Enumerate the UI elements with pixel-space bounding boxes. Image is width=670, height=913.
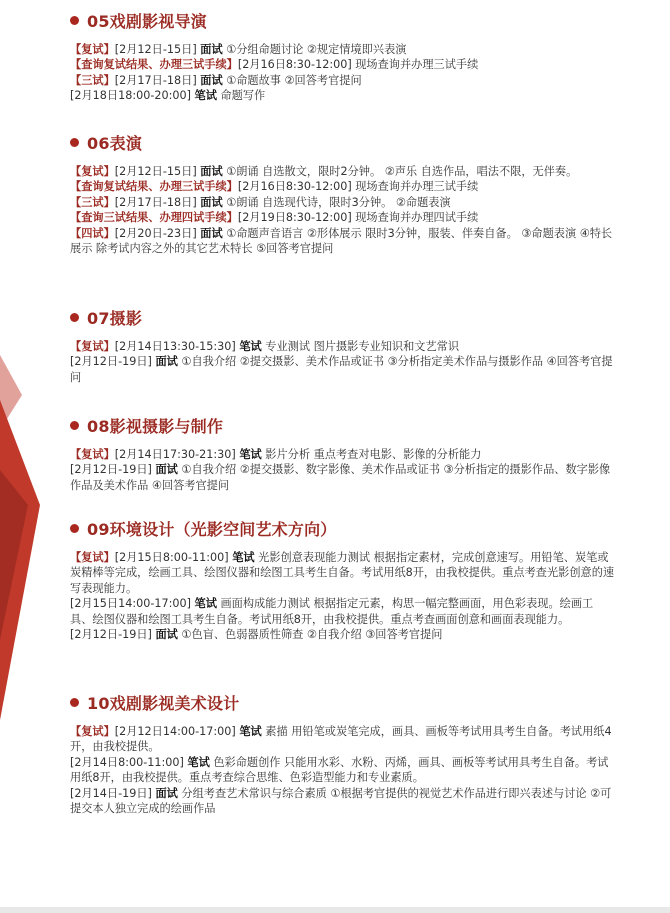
schedule-line — [70, 786, 615, 817]
schedule-line — [70, 339, 615, 354]
exam-type: 面试 — [200, 165, 223, 178]
bullet-dot-icon — [70, 698, 79, 707]
section-1 — [70, 130, 615, 256]
schedule-line — [70, 550, 615, 596]
stage-label: 【三试】 — [70, 73, 115, 87]
detail-text: [2月12日14:00-17:00] — [114, 725, 240, 738]
detail-text: ①朗诵 自选现代诗，限时3分钟。 ②命题表演 — [222, 195, 451, 209]
detail-text: [2月18日18:00-20:00] — [70, 89, 195, 103]
section-4 — [70, 516, 615, 642]
stage-label: 【三试】 — [70, 195, 115, 209]
section-title: 09环境设计（光影空间艺术方向） — [87, 519, 337, 539]
exam-type: 面试 — [200, 226, 223, 240]
detail-text: ①命题故事 ②回答考官提问 — [222, 73, 362, 87]
detail-text: 影片分析 重点考查对电影、影像的分析能力 — [261, 448, 482, 461]
stage-label: 【四试】 — [70, 226, 115, 240]
decorative-side-shape — [0, 0, 60, 913]
detail-text: ①自我介绍 ②提交摄影、数字影像、美术作品或证书 ③分析指定的摄影作品、数字影像作品及美术作品 ④回答考官提问 — [70, 463, 611, 492]
exam-type: 面试 — [200, 73, 223, 87]
schedule-line — [70, 462, 615, 493]
section-heading — [70, 130, 615, 154]
schedule-line — [70, 195, 615, 210]
detail-text: [2月14日17:30-21:30] — [114, 448, 240, 461]
section-title: 10戏剧影视美术设计 — [87, 693, 240, 713]
exam-type: 笔试 — [194, 89, 217, 103]
stage-label: 【复试】 — [70, 725, 115, 738]
detail-text: ①分组命题讨论 ②规定情境即兴表演 — [222, 43, 407, 56]
detail-text: 画面构成能力测试 根据指定元素，构思一幅完整画面，用色彩表现。绘画工具、绘图仪器和绘图工具考生自备。考试用纸8开，由我校提供。重点考查画面创意和画面表现能力。 — [70, 597, 594, 626]
schedule-line — [70, 42, 615, 57]
detail-text: ①色盲、色弱器质性筛查 ②自我介绍 ③回答考官提问 — [177, 628, 443, 642]
bullet-dot-icon — [70, 313, 79, 322]
bullet-dot-icon — [70, 524, 79, 533]
schedule-line — [70, 164, 615, 179]
stage-label: 【复试】 — [70, 165, 115, 178]
detail-text: [2月20日-23日] — [114, 226, 201, 240]
detail-text: 命题写作 — [216, 89, 266, 103]
detail-text: ①命题声音语言 ②形体展示 限时3分钟，服装、伴奏自备。 ③命题表演 ④特长展示 除考试内容之外的其它艺术特长 ⑤回答考官提问 — [70, 226, 613, 256]
detail-text: [2月17日-18日] — [114, 73, 201, 87]
schedule-line — [70, 755, 615, 786]
detail-text: 分组考查艺术常识与综合素质 ①根据考官提供的视觉艺术作品进行即兴表述与讨论 ②可提交本人独立完成的绘画作品 — [70, 786, 612, 816]
section-heading — [70, 413, 615, 437]
detail-text: [2月16日8:30-12:00] 现场查询并办理三试手续 — [237, 58, 479, 72]
detail-text: [2月15日14:00-17:00] — [70, 597, 195, 611]
exam-type: 面试 — [200, 195, 223, 209]
exam-type: 笔试 — [239, 725, 262, 738]
detail-text: ①自我介绍 ②提交摄影、美术作品或证书 ③分析指定美术作品与摄影作品 ④回答考官提问 — [70, 355, 613, 384]
section-title: 08影视摄影与制作 — [87, 416, 224, 436]
detail-text: [2月12日-15日] — [114, 165, 201, 178]
bullet-dot-icon — [70, 421, 79, 430]
bullet-dot-icon — [70, 138, 79, 147]
section-heading — [70, 690, 615, 714]
stage-label: 【复试】 — [70, 448, 115, 461]
schedule-line — [70, 57, 615, 72]
schedule-line — [70, 354, 615, 385]
section-heading — [70, 305, 615, 329]
detail-text: [2月16日8:30-12:00] 现场查询并办理三试手续 — [237, 180, 479, 194]
schedule-line — [70, 447, 615, 462]
section-5 — [70, 690, 615, 816]
schedule-line — [70, 596, 615, 627]
section-0 — [70, 8, 615, 104]
detail-text: [2月12日-19日] — [70, 628, 156, 642]
schedule-line — [70, 179, 615, 194]
exam-type: 笔试 — [232, 551, 255, 564]
detail-text: [2月14日-19日] — [70, 786, 156, 800]
exam-type: 笔试 — [187, 755, 210, 769]
detail-text: [2月14日13:30-15:30] — [114, 340, 240, 353]
detail-text: 光影创意表现能力测试 根据指定素材，完成创意速写。用铅笔、炭笔或炭精棒等完成，绘画工具、绘图仪器和绘图工具考生自备。考试用纸8开，由我校提供。重点考查光影创意的速写表现能力。 — [70, 551, 615, 595]
detail-text: [2月14日8:00-11:00] — [70, 755, 188, 769]
exam-type: 面试 — [155, 355, 178, 369]
exam-type: 面试 — [155, 463, 178, 477]
stage-label: 【查询复试结果、办理三试手续】 — [70, 180, 238, 194]
exam-type: 面试 — [155, 628, 178, 642]
section-3 — [70, 413, 615, 493]
section-title: 05戏剧影视导演 — [87, 11, 207, 31]
exam-type: 面试 — [200, 43, 223, 56]
stage-label: 【查询三试结果、办理四试手续】 — [70, 211, 238, 225]
exam-type: 笔试 — [239, 448, 262, 461]
detail-text: ①朗诵 自选散文，限时2分钟。 ②声乐 自选作品，唱法不限，无伴奏。 — [222, 165, 578, 178]
detail-text: [2月15日8:00-11:00] — [114, 551, 233, 564]
section-2 — [70, 305, 615, 385]
schedule-line — [70, 226, 615, 257]
stage-label: 【复试】 — [70, 551, 115, 564]
section-title: 06表演 — [87, 133, 143, 153]
detail-text: [2月17日-18日] — [114, 195, 201, 209]
schedule-line — [70, 210, 615, 225]
section-heading — [70, 8, 615, 32]
detail-text: [2月12日-15日] — [114, 43, 201, 56]
detail-text: 色彩命题创作 只能用水彩、水粉、丙烯，画具、画板等考试用具考生自备。考试用纸8开，由我校提供。重点考查综合思维、色彩造型能力和专业素质。 — [70, 755, 609, 785]
stage-label: 【复试】 — [70, 43, 115, 56]
stage-label: 【查询复试结果、办理三试手续】 — [70, 58, 238, 72]
detail-text: [2月19日8:30-12:00] 现场查询并办理四试手续 — [237, 211, 479, 225]
detail-text: 素描 用铅笔或炭笔完成，画具、画板等考试用具考生自备。考试用纸4开，由我校提供。 — [70, 725, 612, 754]
section-heading — [70, 516, 615, 540]
section-title: 07摄影 — [87, 308, 143, 328]
schedule-line — [70, 724, 615, 755]
bullet-dot-icon — [70, 16, 79, 25]
stage-label: 【复试】 — [70, 340, 115, 353]
schedule-line — [70, 627, 615, 642]
exam-type: 笔试 — [239, 340, 262, 353]
exam-type: 面试 — [155, 786, 178, 800]
detail-text: [2月12日-19日] — [70, 463, 156, 477]
detail-text: 专业测试 图片摄影专业知识和文艺常识 — [261, 340, 460, 353]
exam-type: 笔试 — [194, 597, 217, 611]
schedule-line — [70, 88, 615, 103]
bottom-divider — [0, 907, 670, 913]
schedule-line — [70, 73, 615, 88]
detail-text: [2月12日-19日] — [70, 355, 156, 369]
